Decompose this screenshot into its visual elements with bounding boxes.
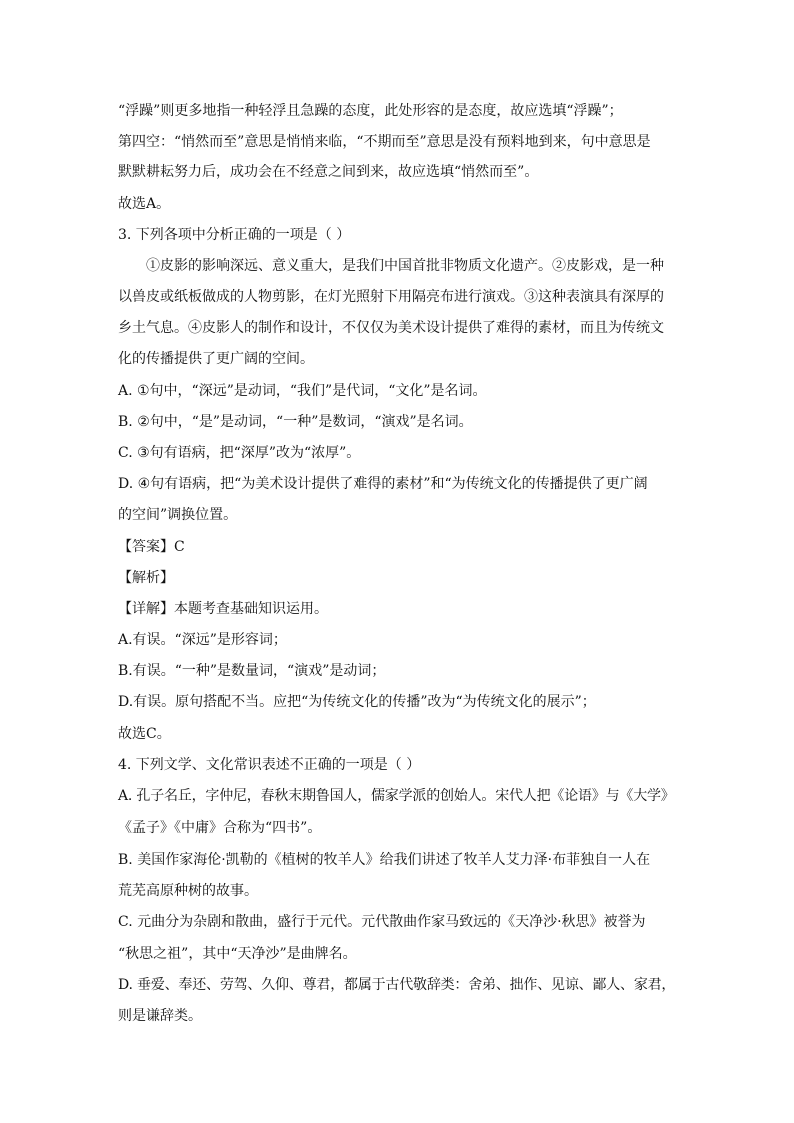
question-3-stem: 3. 下列各项中分析正确的一项是（ ）	[118, 227, 351, 243]
passage-line: 乡土气息。④皮影人的制作和设计，不仅仅为美术设计提供了难得的素材，而且为传统文	[118, 320, 664, 336]
option-d-continued: 的空间”调换位置。	[118, 507, 238, 523]
answer-label: 【答案】C	[118, 539, 185, 555]
option-d-continued: 则是谦辞类。	[118, 1008, 202, 1024]
option-b-continued: 荒芜高原种树的故事。	[118, 883, 258, 899]
detail-line: B.有误。“一种”是数量词，“演戏”是动词；	[118, 663, 386, 679]
option-b: B. ②句中，“是”是动词，“一种”是数词，“演戏”是名词。	[118, 414, 473, 430]
text-line: 第四空：“悄然而至”意思是悄悄来临，“不期而至”意思是没有预料地到来，句中意思是	[118, 134, 651, 150]
option-d: D. 垂爱、奉还、劳驾、久仰、尊君，都属于古代敬辞类：舍弟、拙作、见谅、鄙人、家君，	[118, 977, 676, 993]
analysis-label: 【解析】	[118, 570, 174, 586]
detail-line: 【详解】本题考查基础知识运用。	[118, 601, 328, 617]
detail-line: 故选C。	[118, 726, 171, 742]
passage-line: 化的传播提供了更广阔的空间。	[118, 351, 314, 367]
option-c-continued: “秋思之祖”，其中“天净沙”是曲牌名。	[118, 946, 357, 962]
text-line: “浮躁”则更多地指一种轻浮且急躁的态度，此处形容的是态度，故应选填“浮躁”；	[118, 103, 623, 119]
option-d: D. ④句有语病，把“为美术设计提供了难得的素材”和“为传统文化的传播提供了更广阔	[118, 476, 648, 492]
question-4-stem: 4. 下列文学、文化常识表述不正确的一项是（ ）	[118, 757, 421, 773]
option-b: B. 美国作家海伦·凯勒的《植树的牧羊人》给我们讲述了牧羊人艾力泽·布菲独自一人在	[118, 852, 651, 868]
option-a: A. 孔子名丘，字仲尼，春秋末期鲁国人，儒家学派的创始人。宋代人把《论语》与《大学》	[118, 788, 675, 804]
detail-line: A.有误。“深远”是形容词；	[118, 632, 287, 648]
text-line: 默默耕耘努力后，成功会在不经意之间到来，故应选填“悄然而至”。	[118, 164, 539, 180]
option-a-continued: 《孟子》《中庸》合称为“四书”。	[118, 820, 322, 836]
passage-line: 以兽皮或纸板做成的人物剪影，在灯光照射下用隔亮布进行演戏。③这种表演具有深厚的	[118, 289, 664, 305]
passage-line: ①皮影的影响深远、意义重大，是我们中国首批非物质文化遗产。②皮影戏，是一种	[146, 258, 664, 274]
detail-line: D.有误。原句搭配不当。应把“为传统文化的传播”改为“为传统文化的展示”；	[118, 694, 596, 710]
option-c: C. ③句有语病，把“深厚”改为“浓厚”。	[118, 445, 361, 461]
option-c: C. 元曲分为杂剧和散曲，盛行于元代。元代散曲作家马致远的《天净沙·秋思》被誉为	[118, 914, 646, 930]
text-line: 故选A。	[118, 196, 171, 212]
option-a: A. ①句中，“深远”是动词，“我们”是代词，“文化”是名词。	[118, 383, 487, 399]
